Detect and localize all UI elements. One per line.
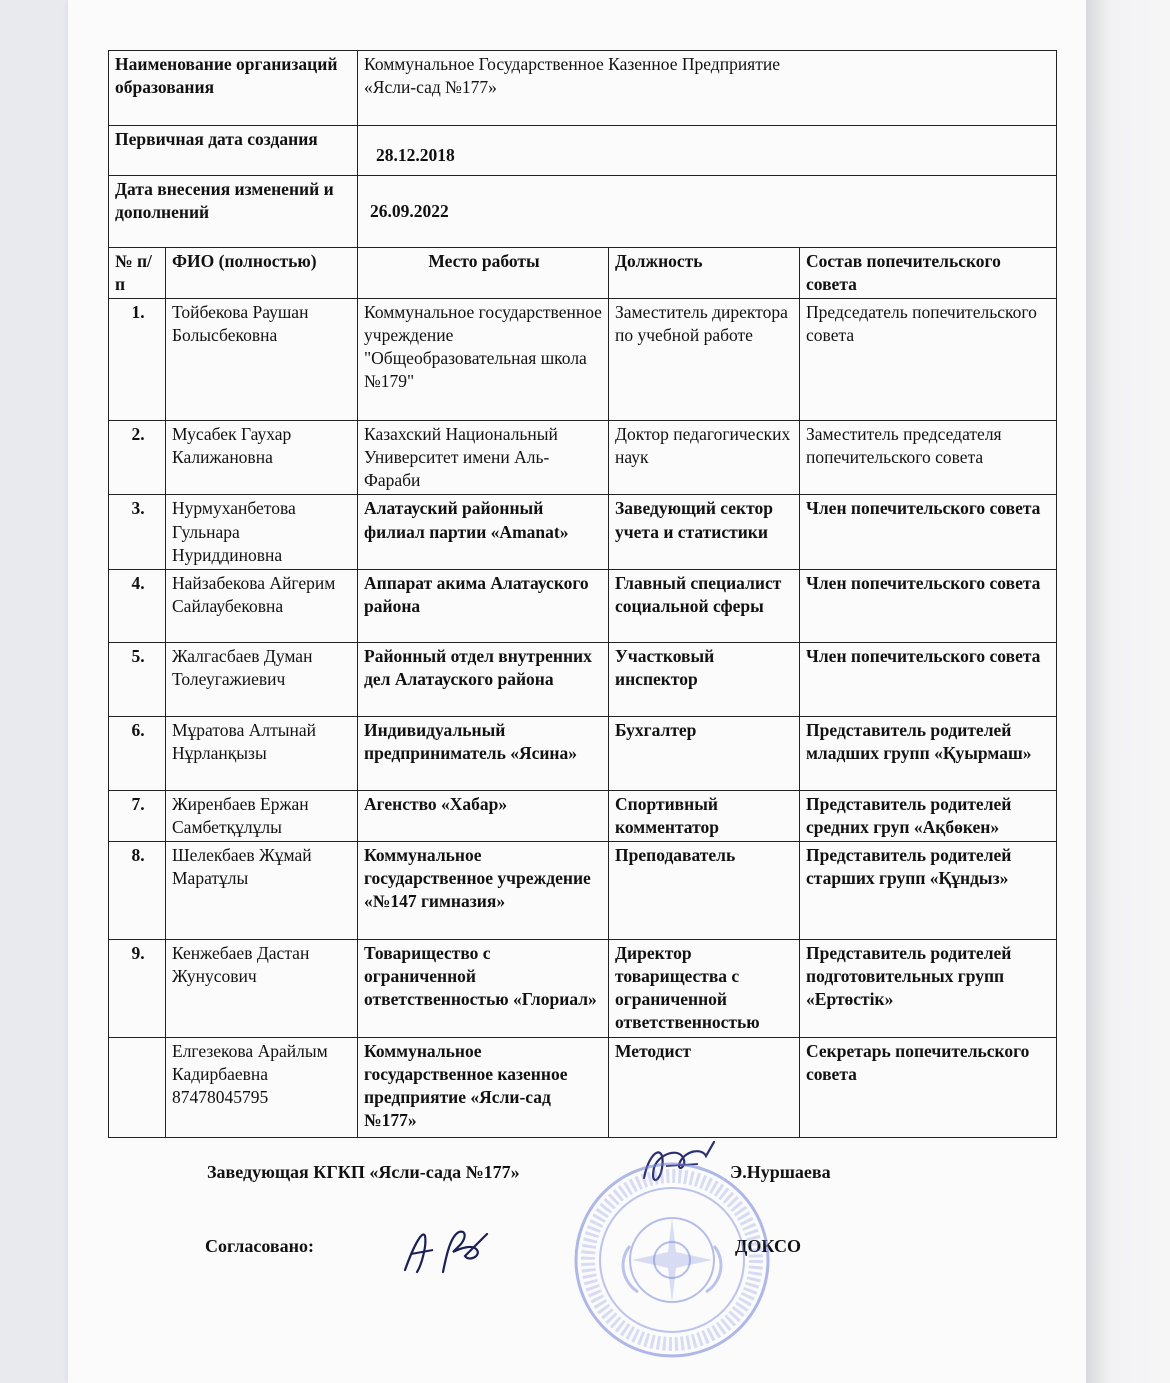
col-header-name: ФИО (полностью): [166, 248, 358, 299]
member-workplace: Агенство «Хабар»: [358, 790, 609, 841]
member-board-role: Член попечительского совета: [800, 642, 1057, 716]
member-name: Мұратова Алтынай Нұрланқызы: [166, 716, 358, 790]
member-name: Мусабек Гаухар Калижановна: [166, 421, 358, 495]
org-value: [358, 51, 1057, 126]
agreed-label: Согласовано:: [205, 1236, 314, 1256]
table-row: [109, 1037, 1057, 1137]
member-workplace: Районный отдел внутренних дел Алатауского района: [358, 642, 609, 716]
member-workplace: Алатауский районный филиал партии «Amanat»: [358, 495, 609, 569]
member-name: Шелекбаев Жұмай Маратұлы: [166, 841, 358, 939]
member-board-role: Председатель попечительского совета: [800, 299, 1057, 421]
table-row: [109, 495, 1057, 569]
table-row: [109, 841, 1057, 939]
row-number: 6.: [109, 716, 166, 790]
member-workplace: Товарищество с ограниченной ответственностью «Глориал»: [358, 939, 609, 1037]
member-position: Преподаватель: [609, 841, 800, 939]
member-workplace: Коммунальное государственное учреждение "Общеобразовательная школа №179": [358, 299, 609, 421]
org-label: Наименование организаций образования: [109, 51, 358, 126]
round-seal-icon: [572, 1160, 772, 1360]
row-number: 5.: [109, 642, 166, 716]
col-header-number: № п/п: [109, 248, 166, 299]
head-name: Э.Нуршаева: [730, 1162, 831, 1182]
member-workplace: Коммунальное государственное казенное предприятие «Ясли-сад №177»: [358, 1037, 609, 1137]
member-position: Участковый инспектор: [609, 642, 800, 716]
member-board-role: Представитель родителей подготовительных групп «Ертөстік»: [800, 939, 1057, 1037]
member-name: Тойбекова Раушан Болысбековна: [166, 299, 358, 421]
column-header-row: [109, 248, 1057, 299]
row-number: 9.: [109, 939, 166, 1037]
member-workplace: Коммунальное государственное учреждение «№147 гимназия»: [358, 841, 609, 939]
col-header-position: Должность: [609, 248, 800, 299]
created-row: [109, 126, 1057, 176]
member-position: Заместитель директора по учебной работе: [609, 299, 800, 421]
table-row: [109, 642, 1057, 716]
org-row: [109, 51, 1057, 126]
head-label: Заведующая КГКП «Ясли-сада №177»: [207, 1162, 520, 1182]
page-edge: [1086, 0, 1170, 1383]
table-row: [109, 569, 1057, 642]
member-board-role: Представитель родителей старших групп «Құндыз»: [800, 841, 1057, 939]
table-row: [109, 939, 1057, 1037]
member-position: Методист: [609, 1037, 800, 1137]
member-position: Бухгалтер: [609, 716, 800, 790]
table-row: [109, 716, 1057, 790]
member-name: Кенжебаев Дастан Жунусович: [166, 939, 358, 1037]
row-number: 7.: [109, 790, 166, 841]
created-value: 28.12.2018: [358, 126, 1057, 176]
row-number: 3.: [109, 495, 166, 569]
col-header-workplace: Место работы: [358, 248, 609, 299]
row-number: 1.: [109, 299, 166, 421]
member-workplace: Индивидуальный предприниматель «Ясина»: [358, 716, 609, 790]
table-row: [109, 421, 1057, 495]
changed-value: 26.09.2022: [358, 176, 1057, 248]
member-board-role: Секретарь попечительского совета: [800, 1037, 1057, 1137]
row-number: [109, 1037, 166, 1137]
member-name: Жалгасбаев Думан Толеугажиевич: [166, 642, 358, 716]
member-workplace: Аппарат акима Алатауского района: [358, 569, 609, 642]
member-name: Жиренбаев Ержан Самбетқұлұлы: [166, 790, 358, 841]
org-value-line1: Коммунальное Государственное Казенное Предприятие: [364, 54, 781, 74]
changed-row: [109, 176, 1057, 248]
member-position: Спортивный комментатор: [609, 790, 800, 841]
row-number: 2.: [109, 421, 166, 495]
member-board-role: Член попечительского совета: [800, 495, 1057, 569]
agreed-org: ДОКСО: [735, 1236, 801, 1256]
member-name: Найзабекова Айгерим Сайлаубековна: [166, 569, 358, 642]
member-position: Директор товарищества с ограниченной ответственностью: [609, 939, 800, 1037]
row-number: 8.: [109, 841, 166, 939]
org-value-line2: «Ясли-сад №177»: [364, 77, 497, 98]
member-name: Елгезекова Арайлым Кадирбаевна 87478045795: [166, 1037, 358, 1137]
col-header-board-role: Состав попечительского совета: [800, 248, 1057, 299]
changed-label: Дата внесения изменений и дополнений: [109, 176, 358, 248]
row-number: 4.: [109, 569, 166, 642]
table-row: [109, 790, 1057, 841]
member-name: Нурмуханбетова Гульнара Нуриддиновна: [166, 495, 358, 569]
created-label: Первичная дата создания: [109, 126, 358, 176]
member-board-role: Представитель родителей младших групп «Қуырмаш»: [800, 716, 1057, 790]
trustee-board-table: [108, 50, 1057, 1138]
agreed-signature: [395, 1222, 495, 1282]
member-position: Доктор педагогических наук: [609, 421, 800, 495]
member-position: Главный специалист социальной сферы: [609, 569, 800, 642]
member-workplace: Казахский Национальный Университет имени Аль-Фараби: [358, 421, 609, 495]
member-board-role: Представитель родителей средних груп «Ақбөкен»: [800, 790, 1057, 841]
member-position: Заведующий сектор учета и статистики: [609, 495, 800, 569]
member-board-role: Заместитель председателя попечительского совета: [800, 421, 1057, 495]
table-row: [109, 299, 1057, 421]
member-board-role: Член попечительского совета: [800, 569, 1057, 642]
